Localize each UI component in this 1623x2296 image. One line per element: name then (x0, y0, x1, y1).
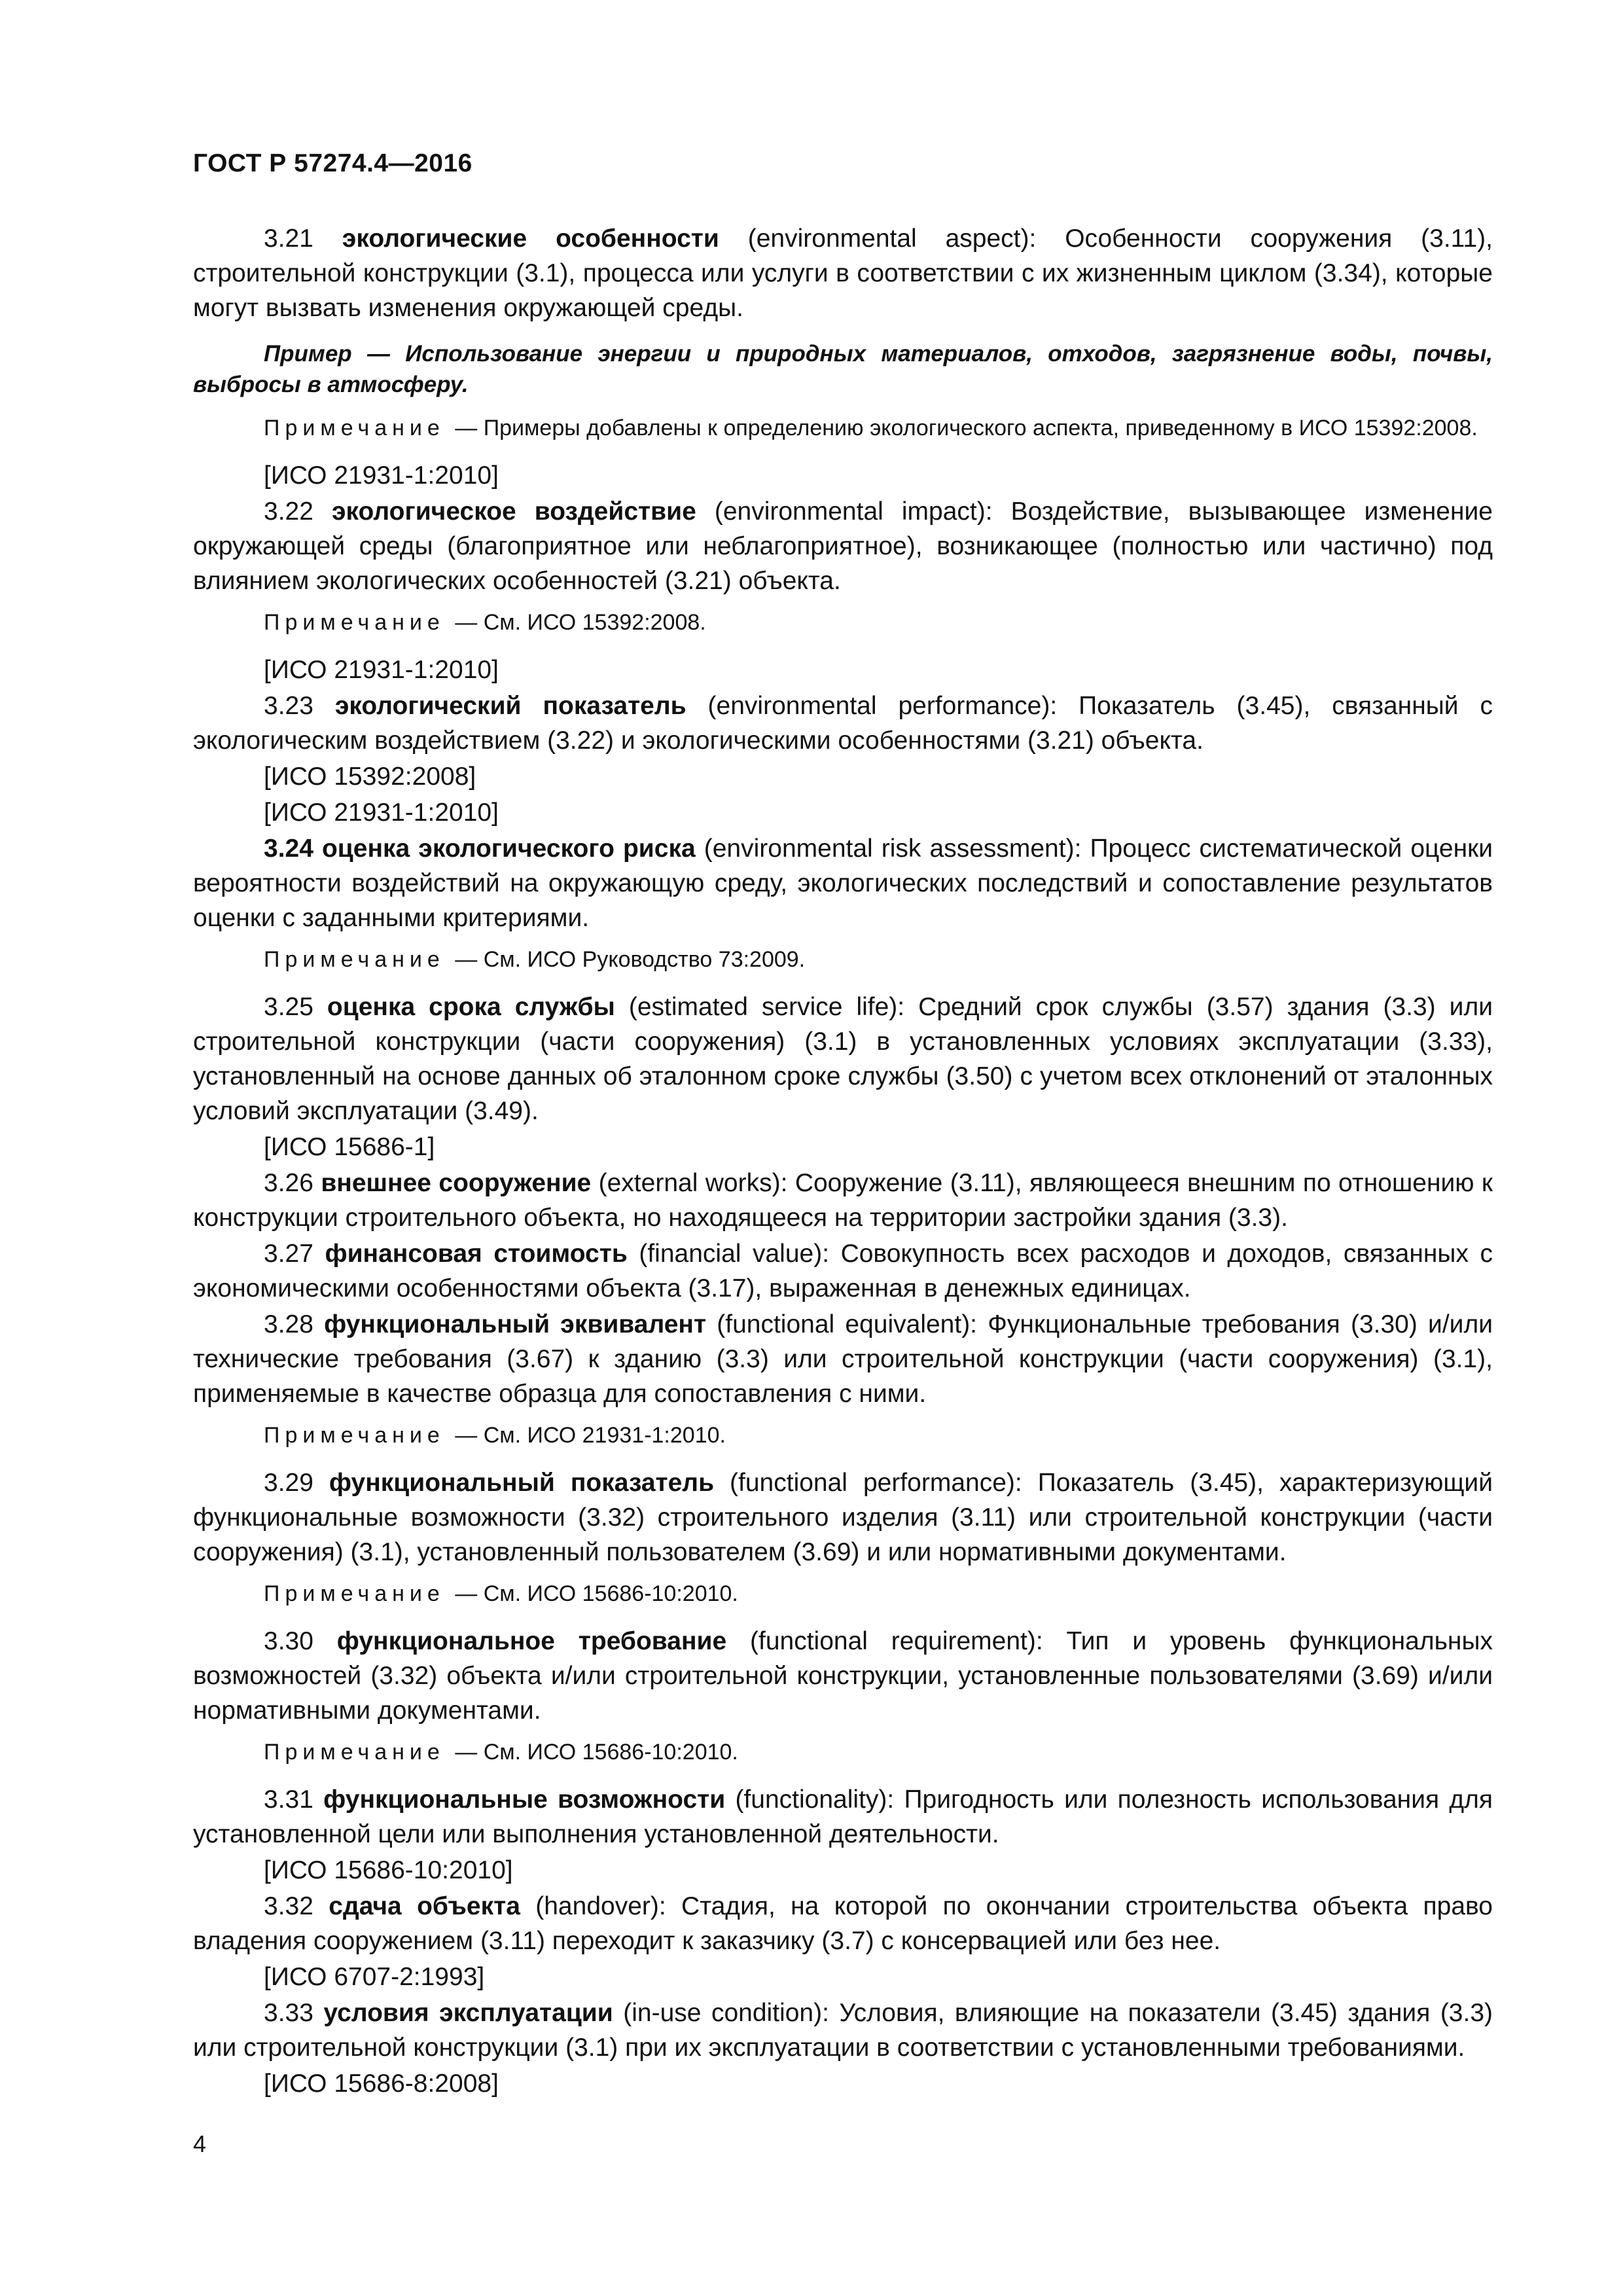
document-body (193, 221, 1493, 2102)
term-definition (193, 494, 1493, 598)
term-body: (in-use condition): Условия, влияющие на показатели (3.45) здания (3.3) или строительной конструкции (3.1) при их эксплуатации в соответствии с установленными требованиями. (193, 1999, 1493, 2062)
term-body: (environmental performance): Показатель (3.45), связанный с экологическим воздействием (3.22) и экологическими особенностями (3.21) объекта. (193, 692, 1493, 755)
term-body: (handover): Стадия, на которой по окончании строительства объекта право владения сооружением (3.11) переходит к заказчику (3.7) с консервацией или без нее. (193, 1892, 1493, 1955)
term-definition (193, 1166, 1493, 1235)
note-label: Примечание (264, 947, 445, 972)
term-definition (193, 1307, 1493, 1411)
term-body: (estimated service life): Средний срок службы (3.57) здания (3.3) или строительной конструкции (части сооружения) (3.1) в установленных условиях эксплуатации (3.33), установленный на основе данных об эталонном сроке службы (3.50) с учетом всех отклонений от эталонных условий эксплуатации (3.49). (193, 993, 1493, 1125)
term-definition (193, 1236, 1493, 1306)
note-text: — Примеры добавлены к определению экологического аспекта, приведенному в ИСО 15392:2008. (448, 416, 1478, 440)
term-name: экологический показатель (334, 692, 687, 720)
term-body: (functionality): Пригодность или полезность использования для установленной цели или выполнения установленной деятельности. (193, 1785, 1493, 1848)
note-label: Примечание (264, 610, 445, 635)
document-header: ГОСТ Р 57274.4—2016 (193, 149, 473, 177)
note-label: Примечание (264, 1581, 445, 1606)
term-body: (environmental risk assessment): Процесс систематической оценки вероятности воздействий на окружающую среду, экологических последствий и сопоставление результатов оценки с заданными критериями. (193, 834, 1493, 932)
term-definition (193, 1996, 1493, 2065)
note (193, 1737, 1493, 1768)
note-text: — См. ИСО 21931-1:2010. (448, 1423, 726, 1448)
term-name: экологическое воздействие (331, 497, 696, 526)
note-label: Примечание (264, 416, 445, 440)
note (193, 1579, 1493, 1609)
term-definition (193, 1889, 1493, 1958)
reference: [ИСО 15686-8:2008] (264, 2070, 499, 2098)
term-number: 3.27 (264, 1240, 313, 1268)
term-number: 3.33 (264, 1999, 313, 2027)
term-name: внешнее сооружение (321, 1169, 592, 1197)
note-label: Примечание (264, 1423, 445, 1448)
reference: [ИСО 6707-2:1993] (264, 1963, 485, 1991)
term-number: 3.26 (264, 1169, 313, 1197)
term-number: 3.31 (264, 1785, 313, 1814)
note (193, 944, 1493, 975)
term-body: (external works): Сооружение (3.11), являющееся внешним по отношению к конструкции строительного объекта, но находящееся на территории застройки здания (3.3). (193, 1169, 1493, 1232)
term-body: (environmental impact): Воздействие, вызывающее изменение окружающей среды (благоприятное или неблагоприятное), возникающее (полностью или частично) под влиянием экологических особенностей (3.21) объекта. (193, 497, 1493, 595)
term-definition (193, 1782, 1493, 1852)
term-body: (financial value): Совокупность всех расходов и доходов, связанных с экономическими особенностями объекта (3.17), выраженная в денежных единицах. (193, 1240, 1493, 1302)
term-name: экологические особенности (342, 224, 719, 253)
term-number: 3.23 (264, 692, 313, 720)
note-text: — См. ИСО 15686-10:2010. (448, 1740, 738, 1765)
term-name: оценка экологического риска (321, 834, 696, 863)
example: Пример — Использование энергии и природных материалов, отходов, загрязнение воды, почвы, выбросы в атмосферу. (193, 341, 1493, 397)
note-text: — См. ИСО Руководство 73:2009. (448, 947, 806, 972)
term-body: (functional requirement): Тип и уровень функциональных возможностей (3.32) объекта и/или строительной конструкции, установленные пользователями (3.69) и/или нормативными документами. (193, 1627, 1493, 1725)
term-definition (193, 1465, 1493, 1570)
term-number: 3.28 (264, 1310, 313, 1338)
reference: [ИСО 15686-1] (264, 1133, 435, 1161)
note-label: Примечание (264, 1740, 445, 1765)
term-name: функциональный показатель (329, 1469, 715, 1497)
term-number: 3.24 (264, 834, 313, 863)
term-name: функциональное требование (336, 1627, 727, 1655)
term-name: условия эксплуатации (323, 1999, 613, 2027)
reference: [ИСО 21931-1:2010] (264, 656, 499, 684)
term-body: (environmental aspect): Особенности сооружения (3.11), строительной конструкции (3.1), процесса или услуги в соответствии с их жизненным циклом (3.34), которые могут вызвать изменения окружающей среды. (193, 224, 1493, 322)
reference: [ИСО 21931-1:2010] (264, 461, 499, 490)
term-definition (193, 689, 1493, 758)
note (193, 607, 1493, 638)
term-number: 3.21 (264, 224, 313, 253)
term-body: (functional equivalent): Функциональные требования (3.30) и/или технические требования (3.67) к зданию (3.3) или строительной конструкции (части сооружения) (3.1), применяемые в качестве образца для сопоставления с ними. (193, 1310, 1493, 1408)
reference: [ИСО 15392:2008] (264, 762, 476, 791)
reference: [ИСО 15686-10:2010] (264, 1856, 513, 1884)
term-definition (193, 1624, 1493, 1728)
term-number: 3.29 (264, 1469, 313, 1497)
term-number: 3.25 (264, 993, 313, 1021)
term-name: оценка срока службы (327, 993, 615, 1021)
page-number: 4 (193, 2130, 207, 2157)
term-number: 3.32 (264, 1892, 313, 1920)
note-text: — См. ИСО 15392:2008. (448, 610, 706, 635)
term-number: 3.22 (264, 497, 313, 526)
term-name: сдача объекта (329, 1892, 520, 1920)
term-body: (functional performance): Показатель (3.45), характеризующий функциональные возможности (3.32) строительного изделия (3.11) или строительной конструкции (части сооружения) (3.1), установленный пользователем (3.69) и или нормативными документами. (193, 1469, 1493, 1566)
term-definition (193, 831, 1493, 935)
note (193, 1420, 1493, 1451)
note-text: — См. ИСО 15686-10:2010. (448, 1581, 738, 1606)
reference: [ИСО 21931-1:2010] (264, 798, 499, 827)
term-name: финансовая стоимость (325, 1240, 628, 1268)
term-name: функциональные возможности (323, 1785, 726, 1814)
term-definition (193, 990, 1493, 1128)
term-number: 3.30 (264, 1627, 313, 1655)
note (193, 413, 1493, 444)
term-name: функциональный эквивалент (324, 1310, 707, 1338)
term-definition (193, 221, 1493, 325)
